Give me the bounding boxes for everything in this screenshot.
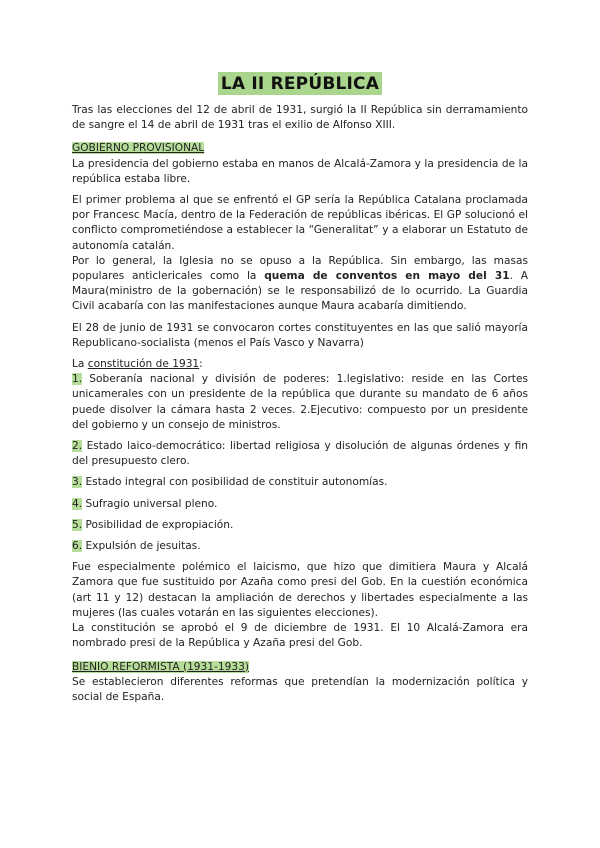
constitucion-aprobo-paragraph: La constitución se aprobó el 9 de diciembre de 1931. El 10 Alcalá-Zamora era nombrado presi de la República y Azaña presi del Gob. — [72, 622, 528, 650]
title-wrap — [72, 72, 528, 95]
gobierno-paragraph-2: El primer problema al que se enfrentó el GP sería la República Catalana proclamada por Francesc Macía, dentro de la Federación de repúblicas ibéricas. El GP solucionó el conflicto comprometiéndose a establecer la “Generalitat” y a elaborar un Estatuto de autonomía catalán. — [72, 194, 528, 252]
item-number: 6. — [72, 540, 83, 553]
page-title: LA II REPÚBLICA — [218, 72, 382, 95]
item-text: Soberanía nacional y división de poderes: 1.legislativo: reside en las Cortes unicamerales con un presidente de la república que durante su mandato de 6 años puede disolver la cámara hasta 2 veces. 2.Ejecutivo: compuesto por un presidente del gobierno y un consejo de ministros. — [72, 373, 528, 431]
constitucion-label-prefix: La — [72, 358, 88, 371]
intro-paragraph: Tras las elecciones del 12 de abril de 1931, surgió la II República sin derramamiento de sangre el 14 de abril de 1931 tras el exilio de Alfonso XIII. — [72, 104, 528, 132]
item-text: Posibilidad de expropiación. — [82, 518, 234, 531]
constitucion-item-6 — [72, 539, 528, 554]
item-text: Expulsión de jesuitas. — [82, 540, 201, 553]
item-number: 1. — [72, 373, 83, 386]
item-number: 5. — [72, 518, 83, 531]
p3-before: Por lo general, la Iglesia no se opuso a la República. Sin embargo, las masas populares anticlericales como la — [72, 254, 528, 283]
constitucion-item-5 — [72, 518, 528, 533]
constitucion-label-suffix: : — [199, 358, 203, 371]
p3-after: . A Maura(ministro de la gobernación) se le responsabilizó de lo ocurrido. La Guardia Civil acabaría con las manifestaciones aunque Maura acabaría dimitiendo. — [72, 270, 529, 313]
constitucion-polemico-paragraph: Fue especialmente polémico el laicismo, que hizo que dimitiera Maura y Alcalá Zamora que fue sustituido por Azaña como presi del Gob. En la cuestión económica (art 11 y 12) destacan la ampliación de derechos y libertades especialmente a las mujeres (las cuales votarán en las siguientes elecciones). — [72, 561, 528, 619]
constitucion-item-4 — [72, 497, 528, 512]
gobierno-paragraph-4: El 28 de junio de 1931 se convocaron cortes constituyentes en las que salió mayoría Republicano-socialista (menos el País Vasco y Navarra) — [72, 321, 528, 349]
item-number: 2. — [72, 440, 83, 453]
section-heading-bienio — [72, 660, 528, 675]
section-heading-gobierno — [72, 141, 528, 156]
constitucion-label — [72, 357, 528, 372]
item-number: 4. — [72, 497, 83, 510]
bienio-paragraph-1: Se establecieron diferentes reformas que pretendían la modernización política y social de España. — [72, 675, 528, 703]
constitucion-item-2 — [72, 439, 528, 469]
constitucion-label-link: constitución de 1931 — [87, 358, 200, 371]
gobierno-paragraph-1: La presidencia del gobierno estaba en manos de Alcalá-Zamora y la presidencia de la república estaba libre. — [72, 157, 528, 185]
constitucion-item-1 — [72, 372, 528, 433]
constitucion-item-3 — [72, 475, 528, 490]
gobierno-paragraph-3 — [72, 254, 528, 315]
item-number: 3. — [72, 476, 83, 489]
item-text: Estado integral con posibilidad de constituir autonomías. — [82, 476, 388, 489]
p3-bold: quema de conventos en mayo del 31 — [264, 270, 510, 283]
item-text: Sufragio universal pleno. — [82, 497, 218, 510]
gobierno-heading-text: GOBIERNO PROVISIONAL — [72, 142, 205, 155]
item-text: Estado laico-democrático: libertad religiosa y disolución de algunas órdenes y fin del presupuesto clero. — [72, 440, 528, 468]
bienio-heading-text: BIENIO REFORMISTA (1931-1933) — [72, 660, 249, 673]
